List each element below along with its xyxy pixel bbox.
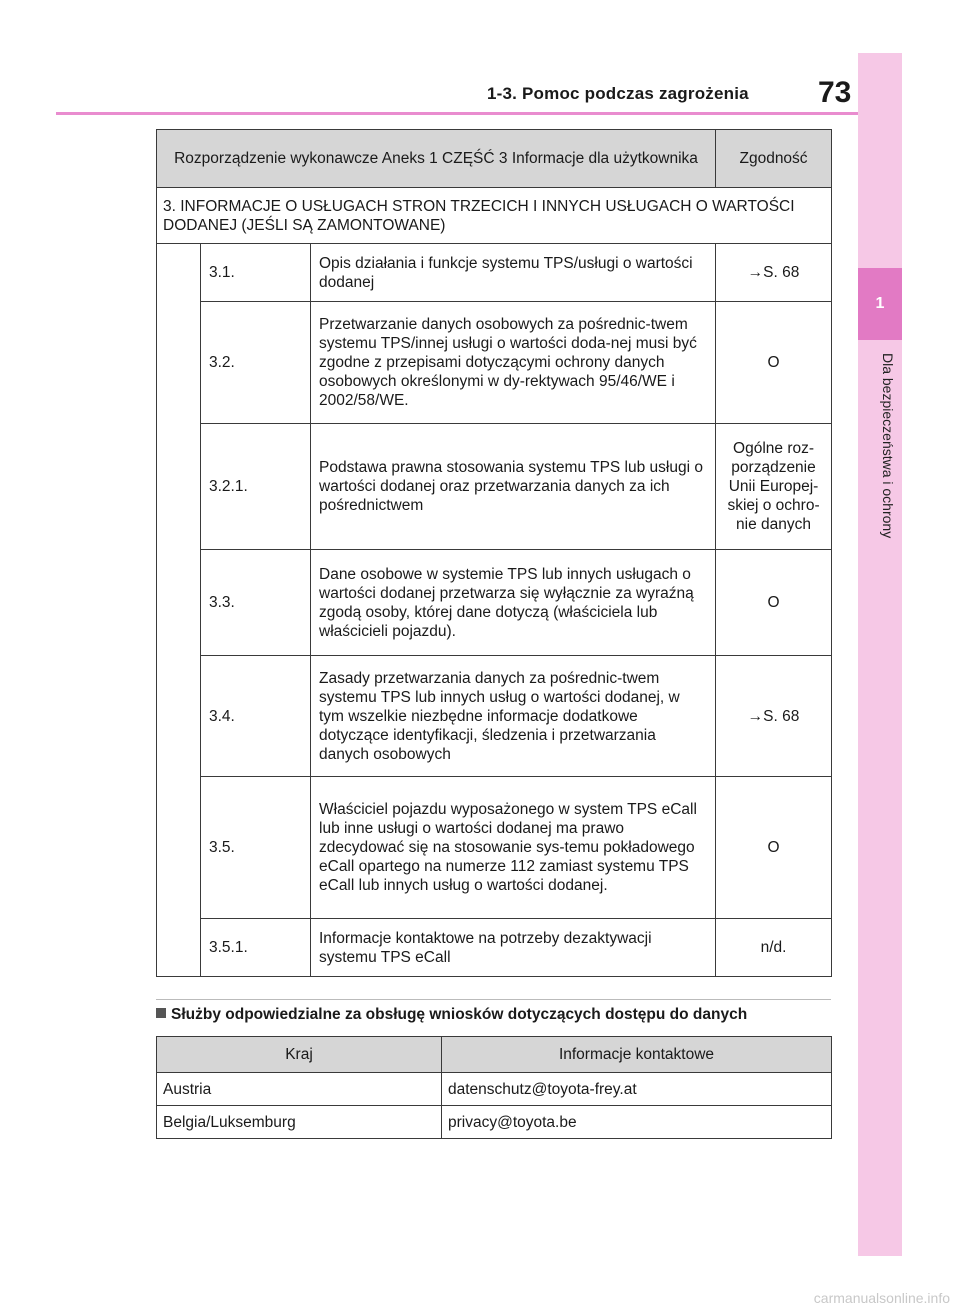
table-row — [157, 1106, 832, 1139]
subheading-text: Służby odpowiedzialne za obsługę wniosków dotyczących dostępu do danych — [171, 1006, 748, 1023]
table-row — [157, 1073, 832, 1106]
section-title: 1-3. Pomoc podczas zagrożenia — [487, 84, 749, 103]
row-description: Informacje kontaktowe na potrzeby dezaktywacji systemu TPS eCall — [311, 919, 716, 977]
table-header-row — [157, 1037, 832, 1073]
header-divider — [56, 112, 858, 115]
chapter-side-tab — [858, 53, 902, 1256]
row-number: 3.4. — [201, 656, 311, 777]
watermark: carmanualsonline.info — [813, 1290, 950, 1306]
chapter-number: 1 — [858, 268, 902, 340]
row-compliance: Ogólne roz-porządzenie Unii Europej-skiej o ochro-nie danych — [716, 424, 832, 550]
subheading — [156, 1006, 747, 1024]
row-compliance: O — [716, 777, 832, 919]
page-number: 73 — [818, 76, 852, 109]
row-number: 3.1. — [201, 244, 311, 302]
row-compliance: O — [716, 302, 832, 424]
header-regulation: Rozporządzenie wykonawcze Aneks 1 CZĘŚĆ 3 Informacje dla użytkownika — [157, 130, 716, 188]
row-description: Opis działania i funkcje systemu TPS/usługi o wartości dodanej — [311, 244, 716, 302]
square-bullet-icon — [156, 1008, 166, 1018]
contact-cell: privacy@toyota.be — [442, 1106, 832, 1139]
header-contact: Informacje kontaktowe — [442, 1037, 832, 1073]
header-country: Kraj — [157, 1037, 442, 1073]
regulation-table — [156, 129, 832, 977]
contact-table — [156, 1036, 832, 1139]
row-compliance: n/d. — [716, 919, 832, 977]
table-row — [157, 424, 832, 550]
section-title-cell: 3. INFORMACJE O USŁUGACH STRON TRZECICH I INNYCH USŁUGACH O WARTOŚCI DODANEJ (JEŚLI SĄ ZAMONTOWANE) — [157, 188, 832, 244]
row-compliance: →S. 68 — [716, 244, 832, 302]
chapter-label: Dla bezpieczeństwa i ochrony — [880, 353, 896, 539]
row-number: 3.3. — [201, 550, 311, 656]
table-row — [157, 550, 832, 656]
table-header-row — [157, 130, 832, 188]
country-cell: Belgia/Luksemburg — [157, 1106, 442, 1139]
contact-cell: datenschutz@toyota-frey.at — [442, 1073, 832, 1106]
row-description: Podstawa prawna stosowania systemu TPS lub usługi o wartości dodanej oraz przetwarzania danych za ich pośrednictwem — [311, 424, 716, 550]
row-description: Przetwarzanie danych osobowych za pośrednic-twem systemu TPS/innej usługi o wartości doda-nej musi być zgodne z przepisami dotyczącymi ochrony danych osobowych określonymi w dy-rektywach 95/46/WE i 2002/58/WE. — [311, 302, 716, 424]
table-row — [157, 244, 832, 302]
indent-cell — [157, 244, 201, 977]
row-number: 3.2.1. — [201, 424, 311, 550]
section-row — [157, 188, 832, 244]
country-cell: Austria — [157, 1073, 442, 1106]
row-description: Dane osobowe w systemie TPS lub innych usługach o wartości dodanej przetwarza się wyłącznie za wyraźną zgodą osoby, której dane dotyczą (właściciela lub właścicieli pojazdu). — [311, 550, 716, 656]
row-number: 3.5. — [201, 777, 311, 919]
row-description: Zasady przetwarzania danych za pośrednic-twem systemu TPS lub innych usług o wartości dodanej, w tym wszelkie niezbędne informacje dodatkowe dotyczące identyfikacji, śledzenia i przetwarzania danych osobowych — [311, 656, 716, 777]
table-row — [157, 302, 832, 424]
table-row — [157, 777, 832, 919]
row-compliance: →S. 68 — [716, 656, 832, 777]
row-number: 3.2. — [201, 302, 311, 424]
header-compliance: Zgodność — [716, 130, 832, 188]
table-row — [157, 656, 832, 777]
row-compliance: O — [716, 550, 832, 656]
subheading-divider — [156, 999, 831, 1000]
row-number: 3.5.1. — [201, 919, 311, 977]
table-row — [157, 919, 832, 977]
row-description: Właściciel pojazdu wyposażonego w system TPS eCall lub inne usługi o wartości dodanej ma prawo zdecydować się na stosowanie sys-temu pokładowego eCall opartego na numerze 112 zamiast systemu TPS eCall lub innych usług o wartości dodanej. — [311, 777, 716, 919]
